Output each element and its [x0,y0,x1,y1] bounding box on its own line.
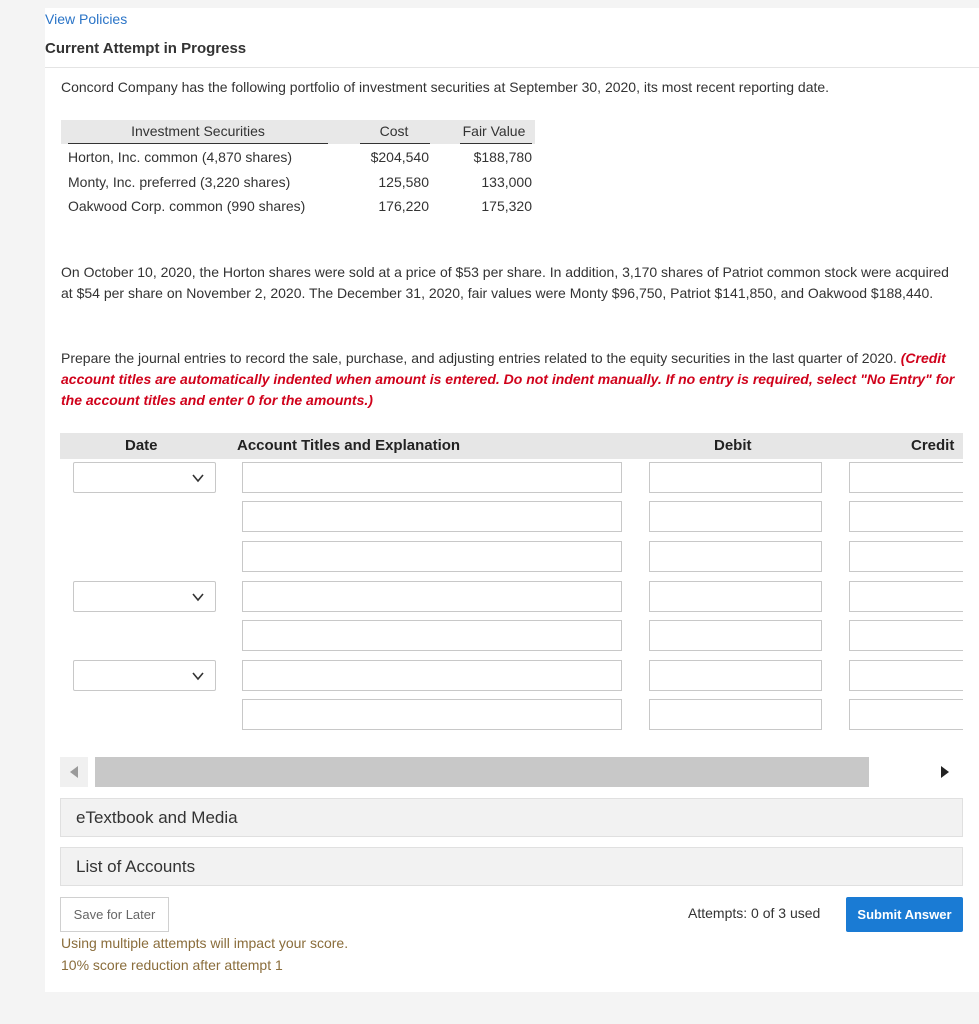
account-column-header: Account Titles and Explanation [237,437,461,454]
chevron-down-icon [191,669,205,683]
account-title-input[interactable] [242,581,622,612]
fair-value-header: Fair Value [462,123,526,139]
score-reduction-note: 10% score reduction after attempt 1 [61,957,283,973]
date-select[interactable] [73,660,216,691]
save-for-later-button[interactable]: Save for Later [60,897,169,932]
view-policies-link[interactable]: View Policies [45,11,128,27]
account-title-input[interactable] [242,699,622,730]
investment-name: Horton, Inc. common (4,870 shares) [68,149,293,165]
header-underline [68,143,328,144]
credit-column-header: Credit [911,437,955,454]
attempt-title: Current Attempt in Progress [45,40,247,57]
instruction-text: Prepare the journal entries to record the sale, purchase, and adjusting entries related to the equity securities in the last quarter of 2020. [61,350,897,366]
account-title-input[interactable] [242,462,622,493]
credit-input[interactable] [849,699,963,730]
investment-cost: 125,580 [378,174,429,190]
credit-input[interactable] [849,501,963,532]
credit-input[interactable] [849,620,963,651]
problem-intro: Concord Company has the following portfolio of investment securities at September 30, 2020, its most recent reporting date. [61,79,830,95]
date-select[interactable] [73,462,216,493]
attempts-warning: Using multiple attempts will impact your score. [61,935,349,951]
chevron-down-icon [191,590,205,604]
problem-paragraph: On October 10, 2020, the Horton shares were sold at a price of $53 per share. In addition, 3,170 shares of Patriot common stock were acquired at $54 per share on November 2, 2020. The December 31, 2020, fair values were Monty $96,750, Patriot $141,850, and Oakwood $188,440. [61,264,949,301]
debit-input[interactable] [649,620,822,651]
journal-header-bg [60,433,963,459]
debit-input[interactable] [649,501,822,532]
account-title-input[interactable] [242,620,622,651]
arrow-left-icon [60,757,88,787]
date-select[interactable] [73,581,216,612]
horizontal-scrollbar-thumb[interactable] [95,757,869,787]
problem-instruction [61,348,961,411]
credit-input[interactable] [849,462,963,493]
investment-name: Monty, Inc. preferred (3,220 shares) [68,174,291,190]
debit-input[interactable] [649,541,822,572]
investment-fair-value: $188,780 [473,149,532,165]
investment-fair-value: 175,320 [481,198,532,214]
date-column-header: Date [125,437,158,454]
list-of-accounts-label: List of Accounts [76,857,196,876]
debit-column-header: Debit [714,437,752,454]
investment-cost: $204,540 [370,149,429,165]
investment-securities-header: Investment Securities [131,123,265,139]
credit-input[interactable] [849,581,963,612]
credit-input[interactable] [849,660,963,691]
chevron-down-icon [191,471,205,485]
account-title-input[interactable] [242,660,622,691]
account-title-input[interactable] [242,501,622,532]
etextbook-accordion[interactable] [60,798,963,837]
debit-input[interactable] [649,699,822,730]
debit-input[interactable] [649,660,822,691]
investment-name: Oakwood Corp. common (990 shares) [68,198,306,214]
header-divider [45,67,979,68]
cost-header: Cost [379,123,409,139]
etextbook-label: eTextbook and Media [76,808,238,827]
header-underline [360,143,430,144]
submit-answer-button[interactable]: Submit Answer [846,897,963,932]
account-title-input[interactable] [242,541,622,572]
scroll-left-button[interactable] [60,757,88,787]
investment-cost: 176,220 [378,198,429,214]
arrow-right-icon [935,757,963,787]
credit-input[interactable] [849,541,963,572]
header-underline [460,143,532,144]
investment-fair-value: 133,000 [481,174,532,190]
debit-input[interactable] [649,462,822,493]
attempts-counter: Attempts: 0 of 3 used [688,905,821,921]
debit-input[interactable] [649,581,822,612]
list-of-accounts-accordion[interactable] [60,847,963,886]
instruction-red-note: (Credit account titles are automatically indented when amount is entered. Do not indent manually. If no entry is required, select "No Entry" for the account titles and enter 0 for the amounts.) [61,350,955,408]
scroll-right-button[interactable] [935,757,963,787]
